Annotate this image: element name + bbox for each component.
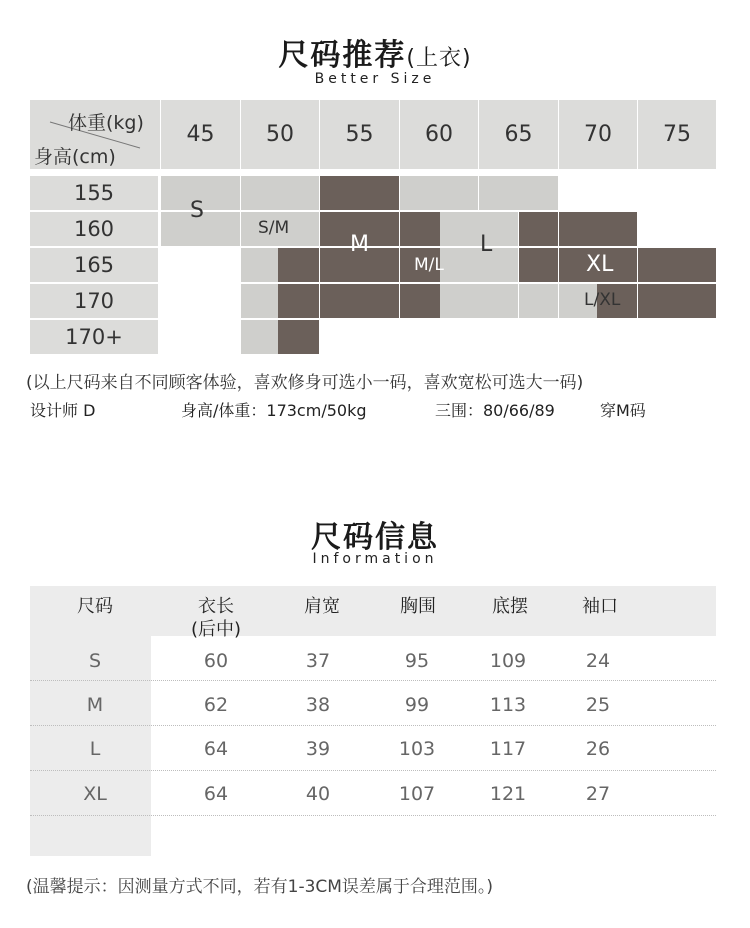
- weight-header: 50: [241, 100, 319, 169]
- size-info-title: 尺码信息: [311, 520, 439, 555]
- size-cell: [440, 212, 518, 246]
- cell-shoulder: 39: [305, 738, 331, 760]
- cell-size: S: [88, 650, 102, 672]
- header-hem: 底摆: [492, 596, 528, 617]
- header-size: 尺码: [77, 596, 113, 617]
- cell-chest: 99: [404, 694, 430, 716]
- size-label-sm: S/M: [258, 218, 290, 238]
- size-label-s: S: [190, 198, 204, 223]
- size-cell: [400, 284, 440, 318]
- header-shoulder: 肩宽: [304, 596, 340, 617]
- weight-label: 体重(kg): [68, 112, 144, 134]
- size-cell: [241, 248, 278, 282]
- title-text: 尺码推荐: [278, 38, 407, 73]
- header-length-sub: (后中): [190, 619, 242, 640]
- size-label-lxl: L/XL: [584, 290, 621, 310]
- height-header: 160: [30, 212, 158, 246]
- weight-header: 70: [559, 100, 637, 169]
- cell-size: L: [89, 738, 101, 760]
- cell-hem: 121: [489, 783, 527, 805]
- cell-length: 64: [203, 738, 229, 760]
- size-recommend-subtitle: Better Size: [314, 71, 436, 87]
- weight-header: 60: [400, 100, 478, 169]
- cell-shoulder: 40: [305, 783, 331, 805]
- height-header: 155: [30, 176, 158, 210]
- size-cell: [519, 212, 558, 246]
- grid-corner: [30, 100, 160, 169]
- cell-cuff: 25: [585, 694, 611, 716]
- cell-hem: 113: [489, 694, 527, 716]
- size-label-xl: XL: [586, 252, 614, 277]
- weight-header: 65: [479, 100, 558, 169]
- designer-name: 设计师 D: [30, 401, 96, 420]
- header-length: 衣长: [198, 596, 234, 617]
- cell-size: XL: [83, 783, 107, 805]
- cell-chest: 95: [404, 650, 430, 672]
- designer-wear: 穿M码: [600, 401, 646, 420]
- size-cell: [278, 248, 319, 282]
- designer-body: 身高/体重：173cm/50kg: [181, 401, 367, 420]
- size-note: (以上尺码来自不同顾客体验，喜欢修身可选小一码，喜欢宽松可选大一码): [26, 373, 584, 393]
- size-cell: [320, 176, 399, 210]
- cell-shoulder: 38: [305, 694, 331, 716]
- cell-chest: 103: [398, 738, 436, 760]
- size-cell: [278, 284, 319, 318]
- header-cuff: 袖口: [582, 596, 618, 617]
- row-divider: [30, 725, 716, 726]
- size-cell: [559, 212, 637, 246]
- size-label-m: M: [350, 232, 369, 257]
- designer-measure: 三围：80/66/89: [435, 401, 555, 420]
- cell-chest: 107: [398, 783, 436, 805]
- measurement-tip: (温馨提示：因测量方式不同，若有1-3CM误差属于合理范围。): [26, 877, 494, 897]
- height-label: 身高(cm): [34, 146, 116, 168]
- cell-length: 60: [203, 650, 229, 672]
- size-info-subtitle: Information: [312, 551, 438, 567]
- weight-header: 55: [320, 100, 399, 169]
- size-label-l: L: [480, 232, 493, 257]
- size-cell: [241, 284, 278, 318]
- cell-cuff: 24: [585, 650, 611, 672]
- row-divider: [30, 815, 716, 816]
- cell-hem: 109: [489, 650, 527, 672]
- size-cell: [400, 176, 478, 210]
- title-suffix: (上衣): [406, 46, 472, 71]
- height-header: 170: [30, 284, 158, 318]
- weight-header: 75: [638, 100, 716, 169]
- row-divider: [30, 680, 716, 681]
- size-cell: [638, 248, 716, 282]
- size-label-ml: M/L: [414, 255, 444, 275]
- cell-cuff: 26: [585, 738, 611, 760]
- size-cell: [479, 176, 558, 210]
- cell-size: M: [86, 694, 104, 716]
- size-cell: [278, 320, 319, 354]
- size-cell: [241, 320, 278, 354]
- cell-cuff: 27: [585, 783, 611, 805]
- size-cell: [519, 284, 558, 318]
- cell-length: 62: [203, 694, 229, 716]
- header-chest: 胸围: [400, 596, 436, 617]
- size-cell: [400, 212, 440, 246]
- weight-header: 45: [161, 100, 240, 169]
- cell-shoulder: 37: [305, 650, 331, 672]
- height-header: 165: [30, 248, 158, 282]
- size-cell: [320, 284, 399, 318]
- size-cell: [519, 248, 558, 282]
- size-cell: [638, 284, 716, 318]
- cell-length: 64: [203, 783, 229, 805]
- height-header: 170+: [30, 320, 158, 354]
- size-cell: [440, 248, 518, 282]
- cell-hem: 117: [489, 738, 527, 760]
- size-cell: [440, 284, 518, 318]
- size-cell: [241, 176, 319, 210]
- row-divider: [30, 770, 716, 771]
- size-recommend-title: [0, 30, 750, 74]
